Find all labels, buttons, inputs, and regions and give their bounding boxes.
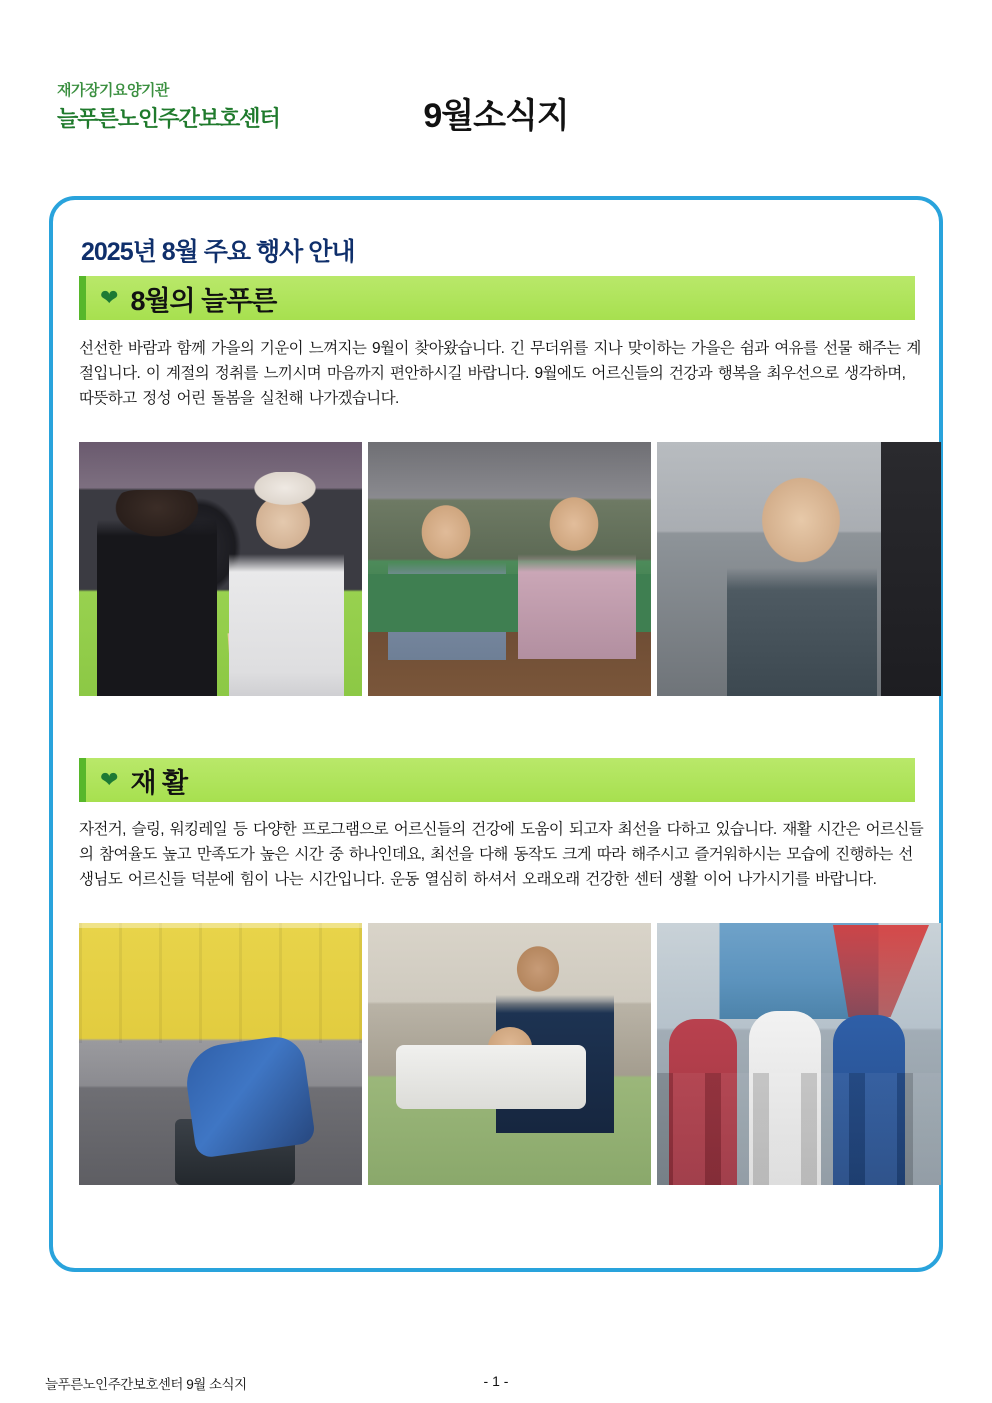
heart-icon: ❤: [100, 767, 119, 792]
page-header: [0, 0, 992, 185]
photo-therapist-patient: [368, 923, 651, 1185]
banner-label: 재 활: [130, 767, 188, 798]
photo-seated-senior-man: [657, 442, 941, 696]
footer-page-number: - 1 -: [483, 1373, 509, 1389]
brand-title: 늘푸른노인주간보호센터: [57, 105, 280, 131]
section-2-body: 자전거, 슬링, 워킹레일 등 다양한 프로그램으로 어르신들의 건강에 도움이 되고자 최선을 다하고 있습니다. 재활 시간은 어르신들의 참여율도 높고 만족도가 높은 시간 중 하나인데요, 최선을 다해 동작도 크게 따라 해주시고 즐거워하시는 모습에 진행하는 선생님도 어르신들 덕분에 힘이 나는 시간입니다. 운동 열심히 하셔서 오래오래 건강한 센터 생활 이어 나가시기를 바랍니다.: [79, 821, 924, 889]
brand-subtitle: 재가장기요양기관: [57, 82, 169, 99]
photo-detail-chair: [175, 1119, 295, 1185]
heart-icon: ❤: [100, 285, 119, 310]
photo-sling-exercise-room: [79, 923, 362, 1185]
section-1-body: 선선한 바람과 함께 가을의 기운이 느껴지는 9월이 찾아왔습니다. 긴 무더위를 지나 맞이하는 가을은 쉼과 여유를 선물 해주는 계절입니다. 이 계절의 정취를 느끼시며 마음까지 편안하시길 바랍니다. 9월에도 어르신들의 건강과 행복을 최우선으로 생각하며, 따뜻하고 정성 어린 돌봄을 실천해 나가겠습니다.: [79, 340, 921, 408]
photo-two-seniors-table: [368, 442, 651, 696]
newsletter-panel: [49, 196, 943, 1272]
photo-detail-box: [228, 627, 327, 678]
banner-rehabilitation: [79, 758, 915, 802]
photo-detail-person-1: [669, 1019, 737, 1185]
photo-detail-red-sling: [833, 925, 929, 1017]
banner-august-neulpureun: [79, 276, 915, 320]
section-heading: 2025년 8월 주요 행사 안내: [81, 238, 355, 266]
photo-strip-2: [79, 923, 941, 1185]
photo-detail-person-3: [833, 1015, 905, 1185]
photo-wheelchair-fitting: [79, 442, 362, 696]
banner-label: 8월의 늘푸른: [130, 285, 277, 316]
page-title: 9월소식지: [423, 97, 569, 135]
photo-detail-head: [488, 1027, 532, 1067]
footer-text: 늘푸른노인주간보호센터 9월 소식지: [45, 1377, 247, 1392]
photo-detail-person-2: [749, 1011, 821, 1185]
photo-detail-table: [368, 574, 651, 632]
photo-group-bike-exercise: [657, 923, 941, 1185]
photo-strip-1: [79, 442, 941, 696]
